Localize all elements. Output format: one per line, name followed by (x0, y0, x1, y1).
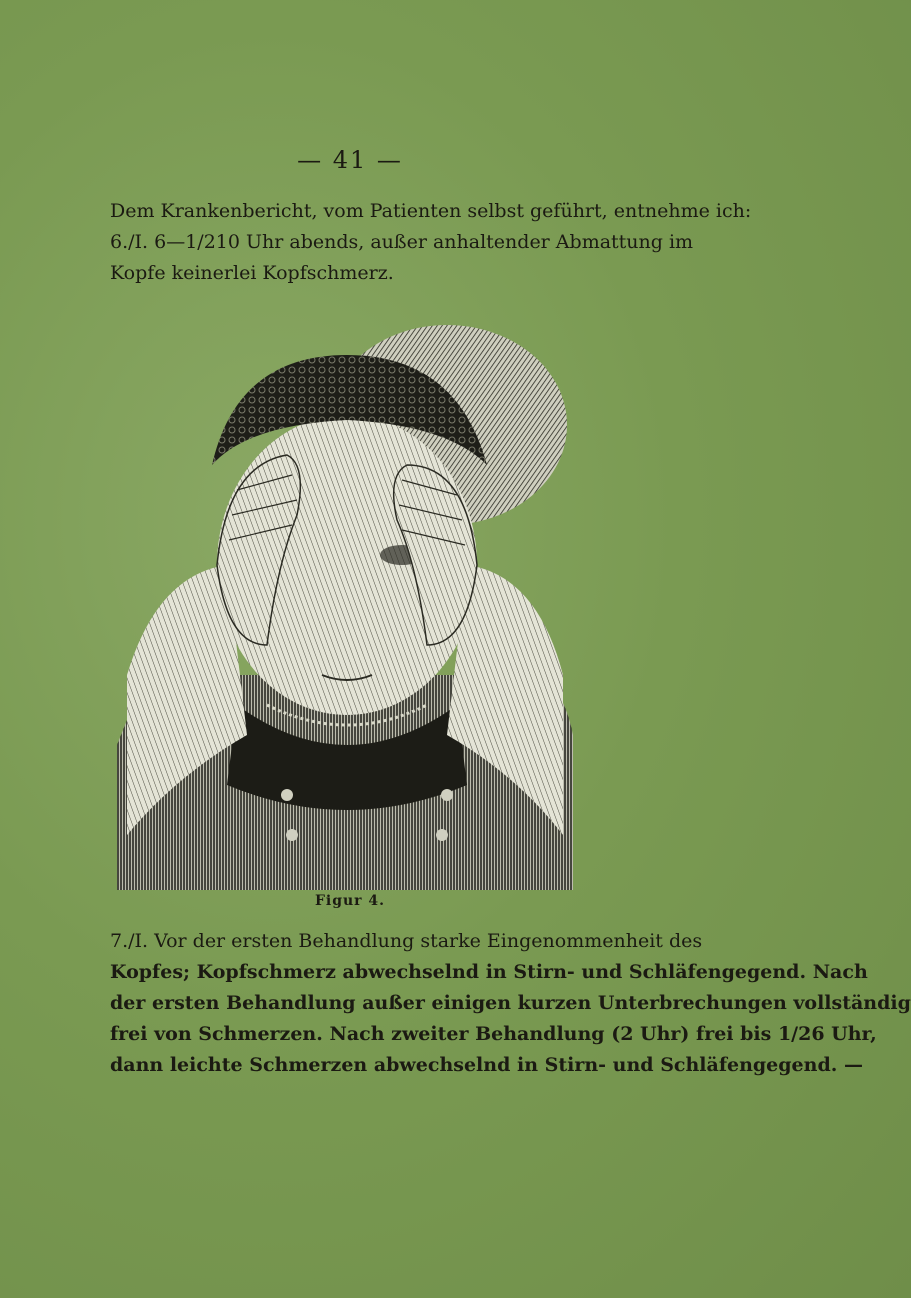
intro-line: Dem Krankenbericht, vom Patienten selbst geführt, entnehme ich: (110, 200, 752, 222)
body-paragraph (110, 926, 911, 1081)
body-line: Kopfes; Kopfschmerz abwechselnd in Stirn- und Schläfengegend. Nach (110, 961, 868, 983)
intro-paragraph (110, 196, 752, 289)
body-line: der ersten Behandlung außer einigen kurzen Unterbrechungen vollständig (110, 992, 911, 1014)
body-line: frei von Schmerzen. Nach zweiter Behandlung (2 Uhr) frei bis 1/26 Uhr, (110, 1023, 877, 1045)
page-number: — 41 — (297, 146, 403, 174)
intro-line: 6./I. 6—1/210 Uhr abends, außer anhaltender Abmattung im (110, 231, 694, 253)
body-line: 7./I. Vor der ersten Behandlung starke Eingenommenheit des (110, 930, 703, 952)
figure-caption: Figur 4. (314, 893, 386, 909)
intro-line: Kopfe keinerlei Kopfschmerz. (110, 262, 394, 284)
body-line: dann leichte Schmerzen abwechselnd in Stirn- und Schläfengegend. — (110, 1054, 863, 1076)
figure-illustration (117, 315, 573, 890)
engraving-image (117, 315, 573, 890)
